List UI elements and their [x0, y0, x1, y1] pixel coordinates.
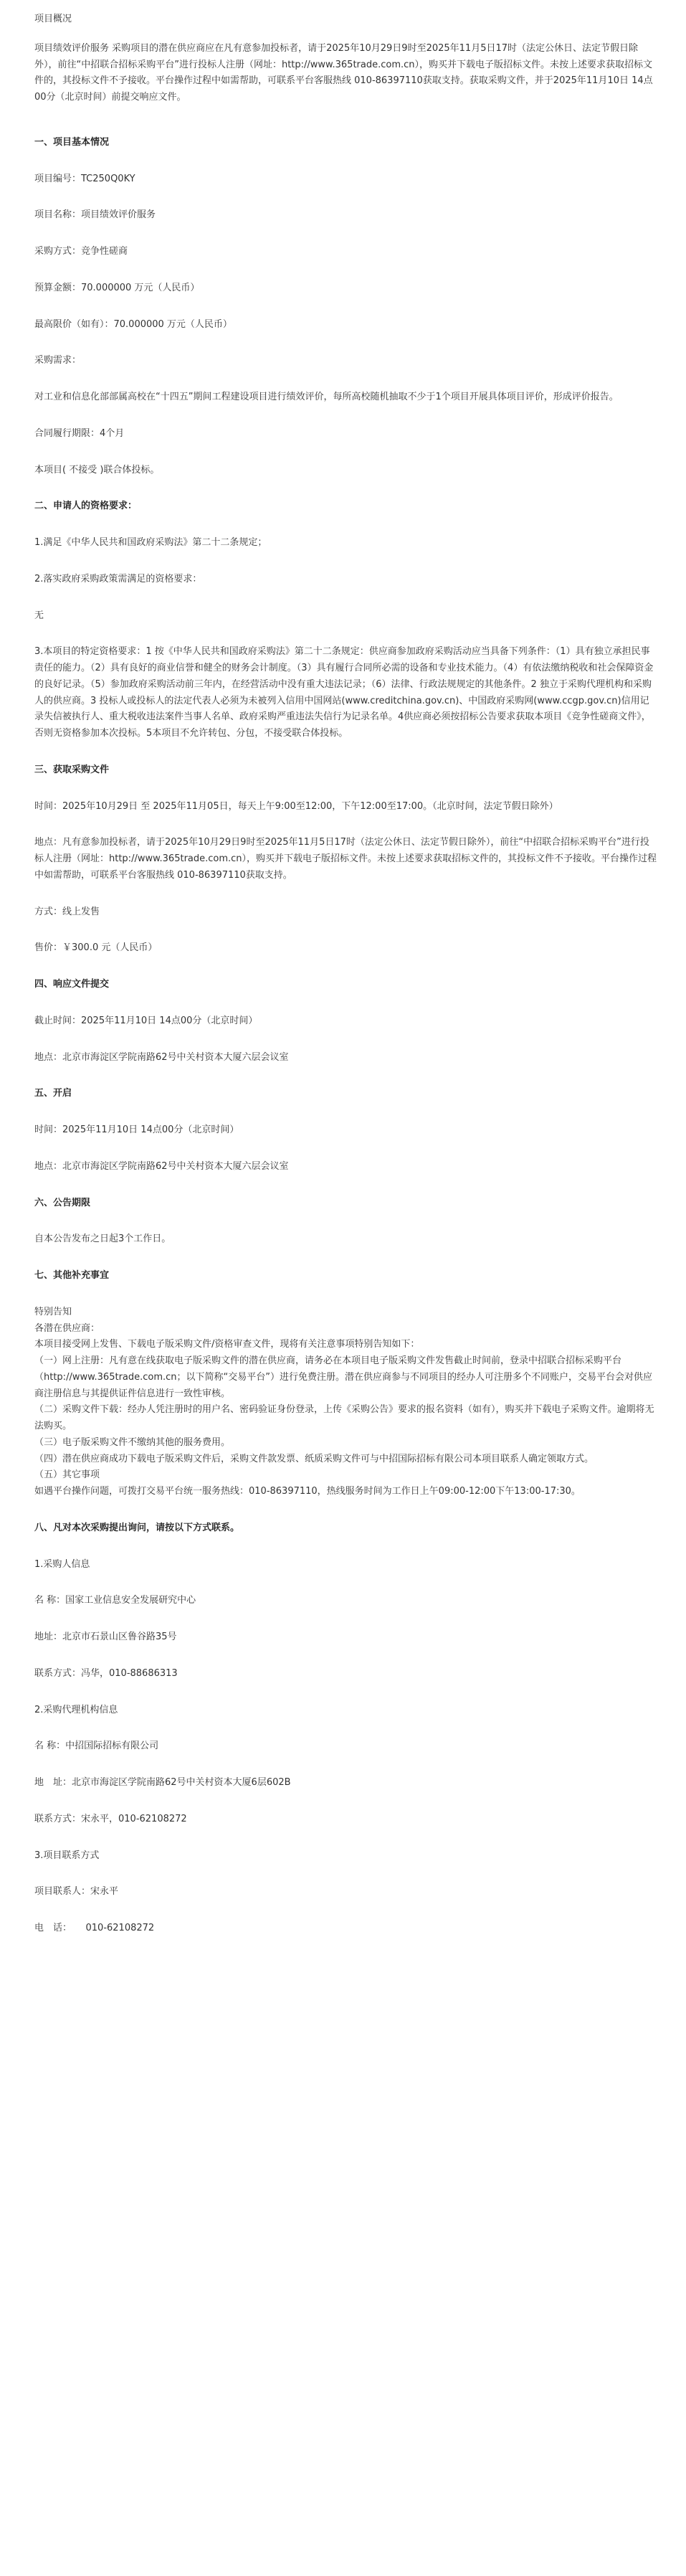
section-2-title: 二、申请人的资格要求：: [34, 501, 138, 512]
submission-deadline: 截止时间：2025年11月10日 14点00分（北京时间）: [34, 1015, 258, 1026]
demand-label: 采购需求：: [34, 355, 82, 366]
notice-period: 自本公告发布之日起3个工作日。: [34, 1233, 171, 1245]
supplement-line: （五）其它事项: [34, 1469, 100, 1481]
qualification-none: 无: [34, 610, 44, 621]
announcement-document: [34, 11, 658, 1937]
buyer-contact: 联系方式：冯华，010-88686313: [34, 1667, 178, 1679]
supplement-line: 本项目接受网上发售、下载电子版采购文件/资格审查文件，现将有关注意事项特别告知如下：: [34, 1339, 420, 1350]
project-contact-label: 3.项目联系方式: [34, 1850, 100, 1861]
obtain-method: 方式：线上发售: [34, 906, 100, 917]
supplement-line: （二）采购文件下载：经办人凭注册时的用户名、密码验证身份登录，上传《采购公告》要求的报名资料（如有），购买并下载电子采购文件。逾期将无法购买。: [34, 1404, 654, 1431]
supplement-line: （一）网上注册：凡有意在线获取电子版采购文件的潜在供应商，请务必在本项目电子版采购文件发售截止时间前，登录中招联合招标采购平台（http://www.365trade.com.cn；以下简称“交易平台”）进行免费注册。潜在供应商参与不同项目的经办人可注册多个不同账户，交易平台会对供应商注册信息与其提供证件信息进行一致性审核。: [34, 1355, 653, 1399]
agency-contact: 联系方式：宋永平，010-62108272: [34, 1813, 187, 1824]
overview-text: 项目绩效评价服务 采购项目的潜在供应商应在凡有意参加投标者，请于2025年10月29日9时至2025年11月5日17时（法定公休日、法定节假日除外），前往“中招联合招标采购平台”进行投标人注册（网址：http://www.365trade.com.cn），购买并下载电子版招标文件。未按上述要求获取招标文件的，其投标文件不予接收。平台操作过程中如需帮助，可联系平台客服热线 010-86397110获取支持。获取采购文件，并于2025年11月10日 14点00分（北京时间）前提交响应文件。: [34, 42, 653, 103]
buyer-address: 地址：北京市石景山区鲁谷路35号: [34, 1632, 177, 1642]
max-price: 最高限价（如有）：70.000000 万元（人民币）: [34, 318, 232, 330]
project-name: 项目名称：项目绩效评价服务: [34, 209, 156, 221]
qualification-item-1: 1.满足《中华人民共和国政府采购法》第二十二条规定；: [34, 537, 267, 548]
qualification-item-3: 3.本项目的特定资格要求：1 按《中华人民共和国政府采购法》第二十二条规定：供应商参加政府采购活动应当具备下列条件：（1）具有独立承担民事责任的能力。（2）具有良好的商业信誉和健全的财务会计制度。（3）具有履行合同所必需的设备和专业技术能力。（4）有依法缴纳税收和社会保障资金的良好记录。（5）参加政府采购活动前三年内，在经营活动中没有重大违法记录；（6）法律、行政法规规定的其他条件。2 独立于采购代理机构和采购人的供应商。3 投标人或投标人的法定代表人必须为未被列入信用中国网站(www.creditchina.gov.cn)、中国政府采购网(www.ccgp.gov.cn)信用记录失信被执行人、重大税收违法案件当事人名单、政府采购严重违法失信行为记录名单。4供应商必须按招标公告要求获取本项目《竞争性磋商文件》，否则无资格参加本次投标。5本项目不允许转包、分包，不接受联合体投标。: [34, 646, 654, 739]
supplement-line: （四）潜在供应商成功下载电子版采购文件后，采购文件款发票、纸质采购文件可与中招国际招标有限公司本项目联系人确定领取方式。: [34, 1453, 594, 1464]
demand-text: 对工业和信息化部部属高校在“十四五”期间工程建设项目进行绩效评价，每所高校随机抽取不少于1个项目开展具体项目评价，形成评价报告。: [34, 392, 619, 402]
obtain-time: 时间：2025年10月29日 至 2025年11月05日，每天上午9:00至12:00，下午12:00至17:00。（北京时间，法定节假日除外）: [34, 800, 558, 812]
buyer-info-label: 1.采购人信息: [34, 1558, 90, 1570]
procurement-method: 采购方式：竞争性磋商: [34, 246, 128, 257]
submission-place: 地点：北京市海淀区学院南路62号中关村资本大厦六层会议室: [34, 1051, 289, 1063]
overview-title: 项目概况: [34, 14, 72, 24]
opening-place: 地点：北京市海淀区学院南路62号中关村资本大厦六层会议室: [34, 1160, 289, 1172]
section-7-title: 七、其他补充事宜: [34, 1270, 110, 1281]
section-3-title: 三、获取采购文件: [34, 764, 110, 775]
supplement-line: 各潜在供应商：: [34, 1322, 100, 1334]
project-number: 项目编号：TC250Q0KY: [34, 173, 135, 184]
section-6-title: 六、公告期限: [34, 1197, 91, 1208]
project-contact-person: 项目联系人：宋永平: [34, 1886, 119, 1898]
project-contact-phone: 电 话： 010-62108272: [34, 1923, 155, 1933]
qualification-item-2: 2.落实政府采购政策需满足的资格要求：: [34, 573, 202, 584]
obtain-place: 地点：凡有意参加投标者，请于2025年10月29日9时至2025年11月5日17时（法定公休日、法定节假日除外），前往“中招联合招标采购平台”进行投标人注册（网址：http://www.365trade.com.cn），购买并下载电子版招标文件。未按上述要求获取招标文件的，其投标文件不予接收。平台操作过程中如需帮助，可联系平台客服热线 010-86397110获取支持。: [34, 837, 657, 881]
document-price: 售价：￥300.0 元（人民币）: [34, 942, 158, 954]
opening-time: 时间：2025年11月10日 14点00分（北京时间）: [34, 1124, 239, 1135]
agency-address: 地 址：北京市海淀区学院南路62号中关村资本大厦6层602B: [34, 1777, 291, 1788]
supplement-line: （三）电子版采购文件不缴纳其他的服务费用。: [34, 1436, 231, 1448]
contract-period: 合同履行期限：4个月: [34, 427, 125, 439]
supplement-line: 特别告知: [34, 1306, 72, 1317]
section-8-title: 八、凡对本次采购提出询问，请按以下方式联系。: [34, 1522, 240, 1533]
section-1-title: 一、项目基本情况: [34, 136, 110, 148]
section-5-title: 五、开启: [34, 1088, 72, 1099]
budget-amount: 预算金额：70.000000 万元（人民币）: [34, 282, 200, 293]
section-4-title: 四、响应文件提交: [34, 979, 110, 990]
buyer-name: 名 称：国家工业信息安全发展研究中心: [34, 1595, 196, 1606]
consortium-note: 本项目( 不接受 )联合体投标。: [34, 464, 160, 475]
agency-name: 名 称：中招国际招标有限公司: [34, 1741, 159, 1752]
supplement-line: 如遇平台操作问题，可拨打交易平台统一服务热线：010-86397110，热线服务时间为工作日上午09:00-12:00下午13:00-17:30。: [34, 1486, 581, 1497]
agency-info-label: 2.采购代理机构信息: [34, 1704, 118, 1715]
